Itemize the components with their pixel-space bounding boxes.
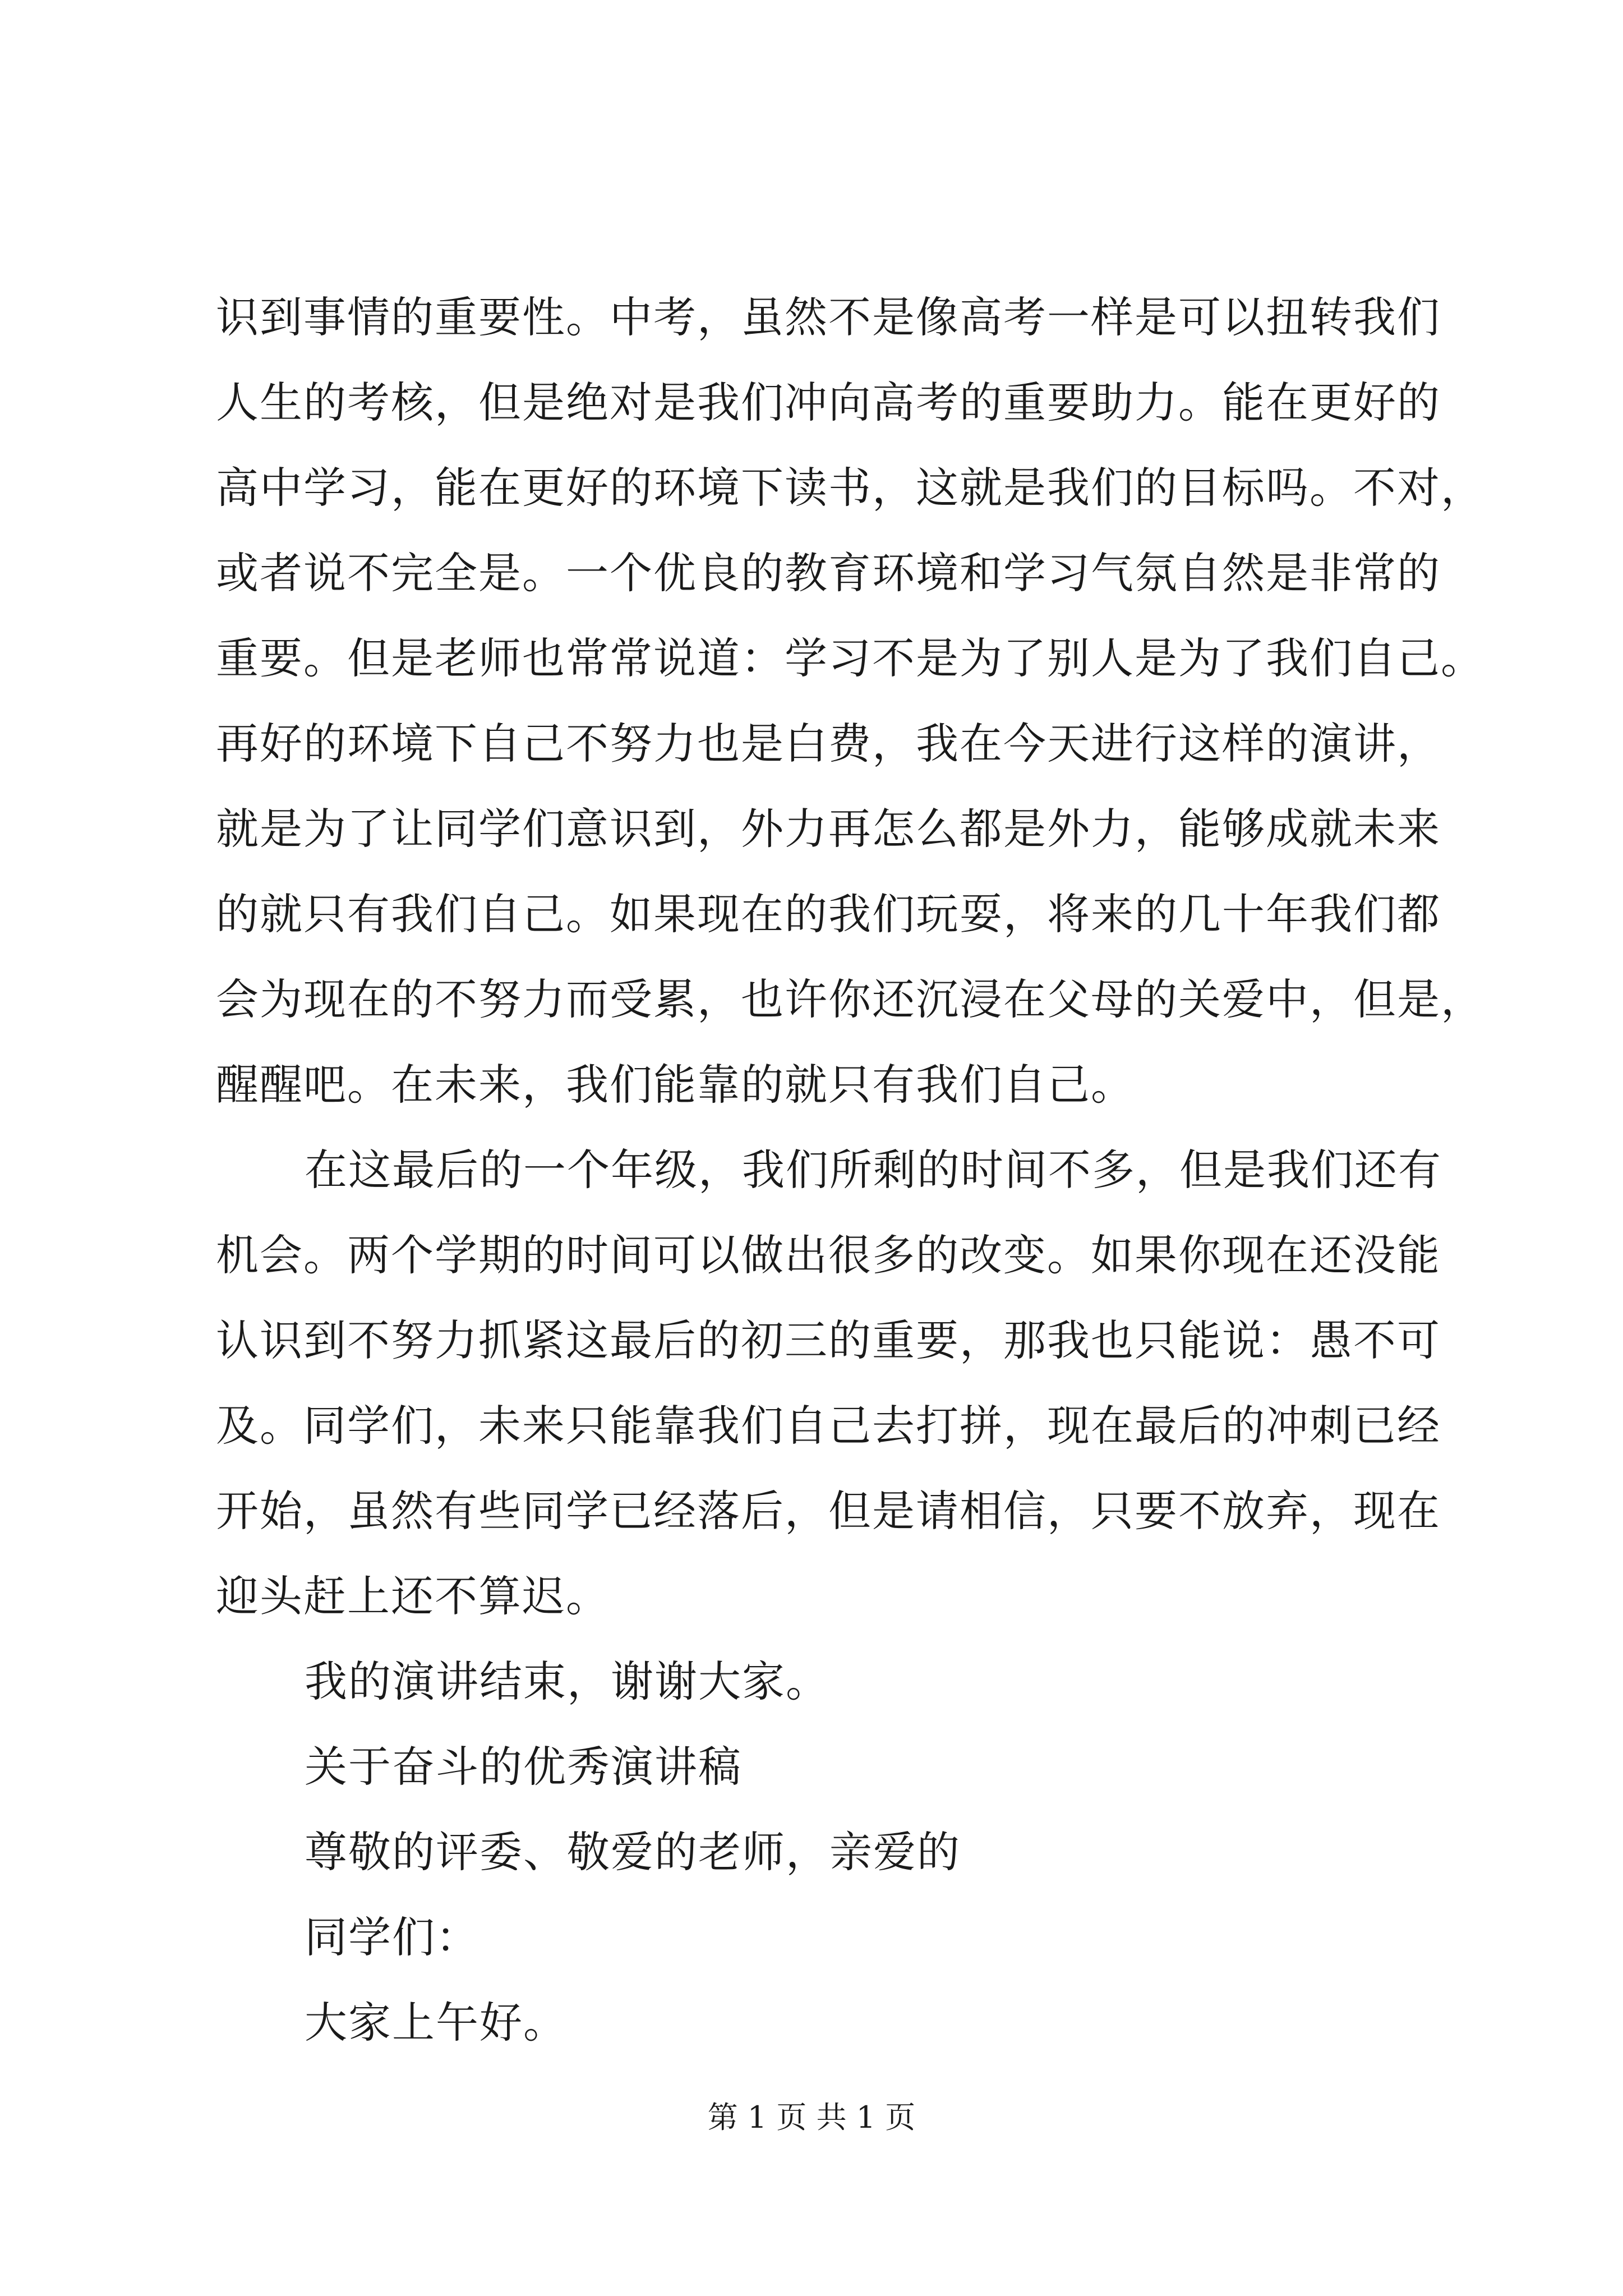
document-body (216, 275, 1484, 2065)
greeting-line: 大家上午好。 (305, 1998, 567, 2047)
text-line: 认识到不努力抓紧这最后的初三的重要，那我也只能说：愚不可 (216, 1315, 1441, 1365)
text-line: 我的演讲结束，谢谢大家。 (305, 1657, 829, 1706)
text-line: 及。同学们，未来只能靠我们自己去打拼，现在最后的冲刺已经 (216, 1401, 1441, 1451)
text-line: 醒醒吧。在未来，我们能靠的就只有我们自己。 (216, 1060, 1135, 1110)
text-line: 或者说不完全是。一个优良的教育环境和学习气氛自然是非常的 (216, 548, 1441, 598)
text-line: 重要。但是老师也常常说道：学习不是为了别人是为了我们自己。 (216, 633, 1484, 683)
text-line: 高中学习，能在更好的环境下读书，这就是我们的目标吗。不对， (216, 463, 1484, 513)
text-line: 的就只有我们自己。如果现在的我们玩耍，将来的几十年我们都 (216, 889, 1441, 939)
text-line: 在这最后的一个年级，我们所剩的时间不多，但是我们还有 (305, 1145, 1442, 1195)
section-heading: 关于奋斗的优秀演讲稿 (305, 1742, 742, 1792)
text-line: 识到事情的重要性。中考，虽然不是像高考一样是可以扭转我们 (216, 292, 1441, 342)
text-line: 机会。两个学期的时间可以做出很多的改变。如果你现在还没能 (216, 1230, 1441, 1280)
salutation-line: 尊敬的评委、敬爱的老师，亲爱的 (305, 1827, 961, 1877)
salutation-line: 同学们： (305, 1912, 479, 1962)
text-line: 迎头赶上还不算迟。 (216, 1571, 610, 1621)
text-line: 会为现在的不努力而受累，也许你还沉浸在父母的关爱中，但是， (216, 974, 1484, 1024)
text-line: 就是为了让同学们意识到，外力再怎么都是外力，能够成就未来 (216, 804, 1441, 854)
text-line: 再好的环境下自己不努力也是白费，我在今天进行这样的演讲， (216, 719, 1441, 769)
text-line: 开始，虽然有些同学已经落后，但是请相信，只要不放弃，现在 (216, 1486, 1441, 1536)
text-line: 人生的考核，但是绝对是我们冲向高考的重要助力。能在更好的 (216, 378, 1441, 427)
page-number-footer: 第 1 页 共 1 页 (707, 2100, 916, 2135)
